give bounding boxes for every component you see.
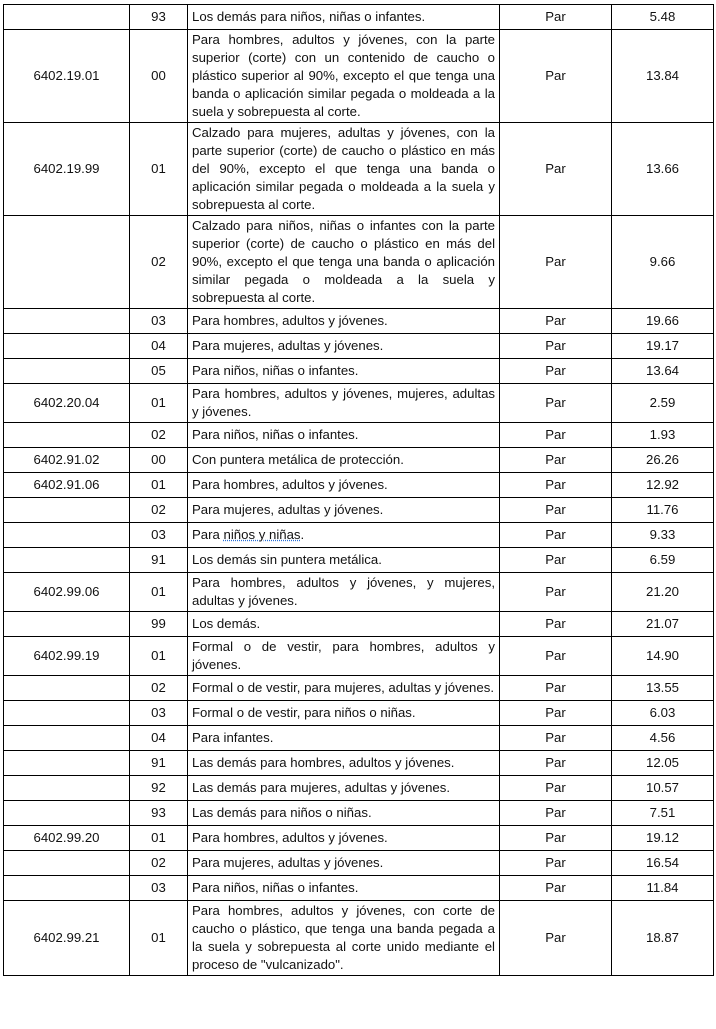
rate-cell: 16.54: [612, 851, 714, 876]
tariff-table-body: [4, 5, 714, 976]
description-cell: Formal o de vestir, para mujeres, adultas y jóvenes.: [188, 676, 500, 701]
subcode-cell: 91: [130, 548, 188, 573]
table-row: [4, 776, 714, 801]
table-row: [4, 498, 714, 523]
rate-cell: 11.76: [612, 498, 714, 523]
subcode-cell: 02: [130, 423, 188, 448]
tariff-code-cell: [4, 701, 130, 726]
rate-cell: 13.66: [612, 123, 714, 216]
unit-cell: Par: [500, 423, 612, 448]
table-row: [4, 309, 714, 334]
tariff-code-cell: [4, 359, 130, 384]
table-row: [4, 801, 714, 826]
spellcheck-marked-text: niños y niñas: [223, 527, 301, 542]
tariff-code-cell: [4, 726, 130, 751]
description-cell: Para niños, niñas o infantes.: [188, 423, 500, 448]
tariff-code-cell: [4, 851, 130, 876]
unit-cell: Par: [500, 751, 612, 776]
unit-cell: Par: [500, 801, 612, 826]
description-cell: Formal o de vestir, para hombres, adultos y jóvenes.: [188, 637, 500, 676]
description-cell: Los demás.: [188, 612, 500, 637]
unit-cell: Par: [500, 676, 612, 701]
rate-cell: 19.66: [612, 309, 714, 334]
description-cell: Para hombres, adultos y jóvenes, con la parte superior (corte) con un contenido de caucho o plástico superior al 90%, excepto el que tenga una banda o aplicación similar pegada o moldeada a la suela y sobrepuesta al corte.: [188, 30, 500, 123]
rate-cell: 10.57: [612, 776, 714, 801]
subcode-cell: 01: [130, 637, 188, 676]
rate-cell: 12.05: [612, 751, 714, 776]
description-cell: Para mujeres, adultas y jóvenes.: [188, 498, 500, 523]
unit-cell: Par: [500, 123, 612, 216]
subcode-cell: 03: [130, 701, 188, 726]
rate-cell: 19.17: [612, 334, 714, 359]
tariff-code-cell: [4, 801, 130, 826]
unit-cell: Par: [500, 851, 612, 876]
description-text: Para: [192, 527, 224, 542]
table-row: [4, 523, 714, 548]
table-row: [4, 334, 714, 359]
table-row: [4, 448, 714, 473]
tariff-code-cell: [4, 334, 130, 359]
description-cell: Las demás para hombres, adultos y jóvenes.: [188, 751, 500, 776]
subcode-cell: 92: [130, 776, 188, 801]
table-row: [4, 123, 714, 216]
subcode-cell: 93: [130, 801, 188, 826]
tariff-code-cell: 6402.99.19: [4, 637, 130, 676]
tariff-document-page: [3, 4, 714, 976]
unit-cell: Par: [500, 901, 612, 976]
unit-cell: Par: [500, 637, 612, 676]
description-cell: Para mujeres, adultas y jóvenes.: [188, 334, 500, 359]
tariff-code-cell: 6402.19.01: [4, 30, 130, 123]
subcode-cell: 01: [130, 473, 188, 498]
table-row: [4, 30, 714, 123]
subcode-cell: 02: [130, 498, 188, 523]
subcode-cell: 04: [130, 334, 188, 359]
tariff-code-cell: 6402.99.06: [4, 573, 130, 612]
description-cell: Los demás para niños, niñas o infantes.: [188, 5, 500, 30]
unit-cell: Par: [500, 548, 612, 573]
description-cell: Para hombres, adultos y jóvenes, con corte de caucho o plástico, que tenga una banda pegada a la suela y sobrepuesta al corte unido mediante el proceso de "vulcanizado".: [188, 901, 500, 976]
rate-cell: 1.93: [612, 423, 714, 448]
table-row: [4, 876, 714, 901]
tariff-code-cell: [4, 676, 130, 701]
table-row: [4, 612, 714, 637]
tariff-code-cell: [4, 548, 130, 573]
rate-cell: 14.90: [612, 637, 714, 676]
rate-cell: 11.84: [612, 876, 714, 901]
unit-cell: Par: [500, 826, 612, 851]
unit-cell: Par: [500, 448, 612, 473]
rate-cell: 6.03: [612, 701, 714, 726]
unit-cell: Par: [500, 523, 612, 548]
description-cell: Para hombres, adultos y jóvenes.: [188, 473, 500, 498]
unit-cell: Par: [500, 5, 612, 30]
rate-cell: 6.59: [612, 548, 714, 573]
unit-cell: Par: [500, 216, 612, 309]
subcode-cell: 93: [130, 5, 188, 30]
unit-cell: Par: [500, 876, 612, 901]
description-cell: Las demás para mujeres, adultas y jóvenes.: [188, 776, 500, 801]
tariff-code-cell: 6402.91.02: [4, 448, 130, 473]
tariff-code-cell: [4, 423, 130, 448]
subcode-cell: 03: [130, 309, 188, 334]
table-row: [4, 548, 714, 573]
subcode-cell: 03: [130, 876, 188, 901]
rate-cell: 5.48: [612, 5, 714, 30]
rate-cell: 13.64: [612, 359, 714, 384]
tariff-code-cell: 6402.99.20: [4, 826, 130, 851]
description-cell: Los demás sin puntera metálica.: [188, 548, 500, 573]
table-row: [4, 901, 714, 976]
rate-cell: 7.51: [612, 801, 714, 826]
rate-cell: 9.66: [612, 216, 714, 309]
tariff-code-cell: 6402.99.21: [4, 901, 130, 976]
subcode-cell: 99: [130, 612, 188, 637]
description-cell: Para mujeres, adultas y jóvenes.: [188, 851, 500, 876]
description-cell: Para hombres, adultos y jóvenes.: [188, 826, 500, 851]
tariff-code-cell: [4, 5, 130, 30]
tariff-code-cell: 6402.91.06: [4, 473, 130, 498]
unit-cell: Par: [500, 701, 612, 726]
table-row: [4, 5, 714, 30]
subcode-cell: 01: [130, 573, 188, 612]
subcode-cell: 04: [130, 726, 188, 751]
unit-cell: Par: [500, 309, 612, 334]
subcode-cell: 00: [130, 448, 188, 473]
table-row: [4, 359, 714, 384]
unit-cell: Par: [500, 473, 612, 498]
table-row: [4, 851, 714, 876]
subcode-cell: 03: [130, 523, 188, 548]
unit-cell: Par: [500, 30, 612, 123]
rate-cell: 13.84: [612, 30, 714, 123]
description-cell: Para infantes.: [188, 726, 500, 751]
tariff-code-cell: [4, 751, 130, 776]
unit-cell: Par: [500, 359, 612, 384]
unit-cell: Par: [500, 498, 612, 523]
tariff-code-cell: 6402.20.04: [4, 384, 130, 423]
subcode-cell: 01: [130, 384, 188, 423]
table-row: [4, 423, 714, 448]
unit-cell: Par: [500, 612, 612, 637]
rate-cell: 21.20: [612, 573, 714, 612]
description-cell: Para niños, niñas o infantes.: [188, 359, 500, 384]
tariff-code-cell: [4, 216, 130, 309]
rate-cell: 19.12: [612, 826, 714, 851]
tariff-table: [3, 4, 714, 976]
subcode-cell: 00: [130, 30, 188, 123]
table-row: [4, 473, 714, 498]
description-cell: [188, 523, 500, 548]
subcode-cell: 01: [130, 826, 188, 851]
table-row: [4, 826, 714, 851]
description-cell: Formal o de vestir, para niños o niñas.: [188, 701, 500, 726]
unit-cell: Par: [500, 334, 612, 359]
table-row: [4, 216, 714, 309]
subcode-cell: 01: [130, 901, 188, 976]
unit-cell: Par: [500, 726, 612, 751]
tariff-code-cell: [4, 309, 130, 334]
subcode-cell: 01: [130, 123, 188, 216]
description-cell: Con puntera metálica de protección.: [188, 448, 500, 473]
description-cell: Calzado para niños, niñas o infantes con la parte superior (corte) de caucho o plástico en más del 90%, excepto el que tenga una banda o aplicación similar pegada o moldeada a la suela y sobrepuesta al corte.: [188, 216, 500, 309]
unit-cell: Par: [500, 776, 612, 801]
subcode-cell: 02: [130, 676, 188, 701]
description-text: .: [300, 527, 305, 542]
description-cell: Para niños, niñas o infantes.: [188, 876, 500, 901]
tariff-code-cell: [4, 612, 130, 637]
tariff-code-cell: [4, 523, 130, 548]
tariff-code-cell: [4, 498, 130, 523]
table-row: [4, 676, 714, 701]
subcode-cell: 91: [130, 751, 188, 776]
table-row: [4, 637, 714, 676]
description-cell: Para hombres, adultos y jóvenes, y mujeres, adultas y jóvenes.: [188, 573, 500, 612]
table-row: [4, 573, 714, 612]
tariff-code-cell: [4, 776, 130, 801]
table-row: [4, 751, 714, 776]
rate-cell: 9.33: [612, 523, 714, 548]
rate-cell: 18.87: [612, 901, 714, 976]
subcode-cell: 05: [130, 359, 188, 384]
rate-cell: 13.55: [612, 676, 714, 701]
rate-cell: 12.92: [612, 473, 714, 498]
description-cell: Para hombres, adultos y jóvenes, mujeres, adultas y jóvenes.: [188, 384, 500, 423]
unit-cell: Par: [500, 573, 612, 612]
tariff-code-cell: 6402.19.99: [4, 123, 130, 216]
description-cell: Para hombres, adultos y jóvenes.: [188, 309, 500, 334]
rate-cell: 26.26: [612, 448, 714, 473]
unit-cell: Par: [500, 384, 612, 423]
description-cell: Las demás para niños o niñas.: [188, 801, 500, 826]
table-row: [4, 701, 714, 726]
rate-cell: 21.07: [612, 612, 714, 637]
subcode-cell: 02: [130, 851, 188, 876]
table-row: [4, 726, 714, 751]
rate-cell: 2.59: [612, 384, 714, 423]
table-row: [4, 384, 714, 423]
subcode-cell: 02: [130, 216, 188, 309]
description-cell: Calzado para mujeres, adultas y jóvenes, con la parte superior (corte) de caucho o plástico en más del 90%, excepto el que tenga una banda o aplicación similar pegada o moldeada a la suela y sobrepuesta al corte.: [188, 123, 500, 216]
tariff-code-cell: [4, 876, 130, 901]
rate-cell: 4.56: [612, 726, 714, 751]
